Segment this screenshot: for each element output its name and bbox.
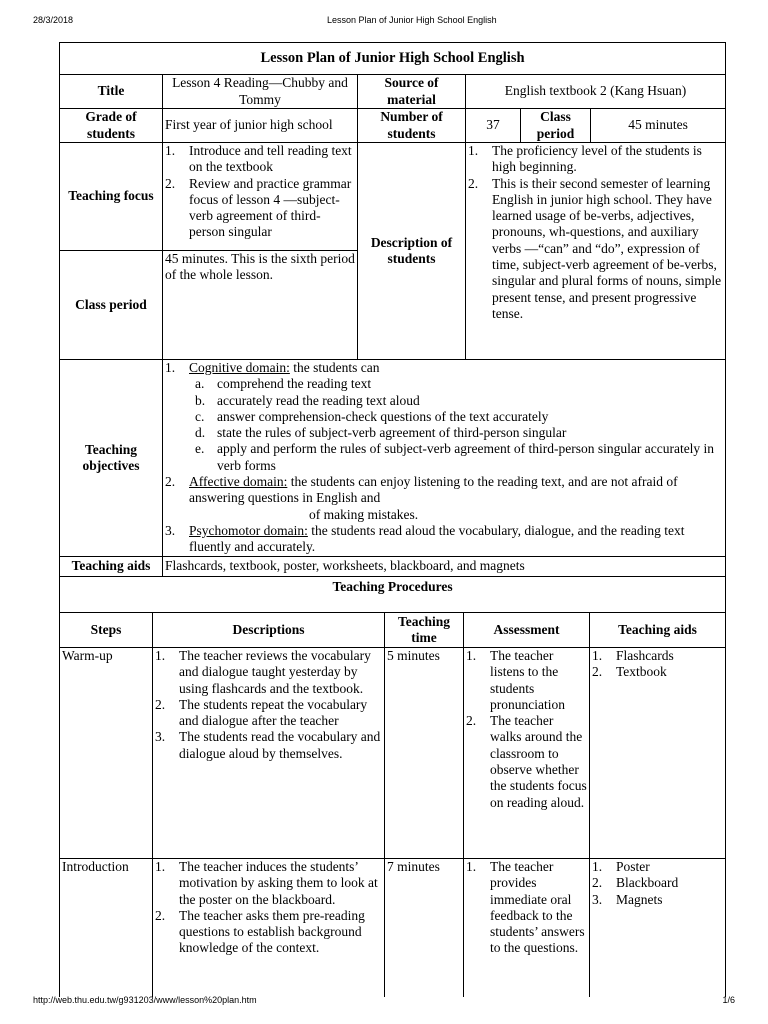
step-time: 7 minutes bbox=[385, 859, 464, 998]
list-item: c. answer comprehension-check questions of the text accurately bbox=[195, 408, 549, 424]
lesson-plan-table bbox=[59, 42, 726, 613]
title-value: Lesson 4 Reading—Chubby and Tommy bbox=[163, 75, 358, 109]
list-item: a. comprehend the reading text bbox=[195, 376, 372, 392]
list-item: 2. This is their second semester of learning English in junior high school. They have learned usage of be-verbs, adjectives, pronouns, wh-questions, and auxiliary verbs —“can” and “do”, expression of time, subject-verb agreement of be-verbs, singular and plural forms of nouns, simple present tense, and present progressive tense. bbox=[468, 175, 722, 321]
list-item: 2. Textbook bbox=[592, 664, 667, 680]
col-header-descriptions: Descriptions bbox=[153, 613, 385, 648]
list-item: 1. Poster bbox=[592, 859, 650, 874]
list-item: 1. Flashcards bbox=[592, 648, 674, 663]
col-header-teaching-time: Teaching time bbox=[385, 613, 464, 648]
teaching-focus-label: Teaching focus bbox=[60, 143, 163, 251]
class-period-text: 45 minutes. This is the sixth period of the whole lesson. bbox=[163, 251, 358, 360]
teaching-aids-label: Teaching aids bbox=[60, 557, 163, 577]
list-item: 1. The teacher provides immediate oral feedback to the students’ answers to the questions. bbox=[466, 859, 585, 956]
step-time: 5 minutes bbox=[385, 648, 464, 859]
browser-print-header bbox=[0, 15, 768, 31]
list-item: 2. The teacher walks around the classroom to observe whether the students focus on reading aloud. bbox=[466, 713, 587, 810]
step-assessment bbox=[464, 648, 590, 859]
print-page-number: 1/6 bbox=[722, 995, 735, 1005]
step-name: Warm-up bbox=[60, 648, 153, 859]
procedures-title: Teaching Procedures bbox=[60, 577, 726, 613]
list-item: 2. Review and practice grammar focus of lesson 4 —subject-verb agreement of third-person singular bbox=[165, 175, 352, 240]
list-item: 1. The teacher induces the students’ motivation by asking them to look at the poster on the blackboard. bbox=[155, 859, 378, 907]
table-row bbox=[60, 648, 726, 859]
grade-label: Grade of students bbox=[60, 109, 163, 143]
num-students-label: Number of students bbox=[358, 109, 466, 143]
class-period-label: Class period bbox=[521, 109, 591, 143]
print-url: http://web.thu.edu.tw/g931203/www/lesson%20plan.htm bbox=[33, 995, 257, 1005]
list-item: b. accurately read the reading text aloud bbox=[195, 392, 420, 408]
list-item: 1. Cognitive domain: the students can bbox=[165, 360, 380, 375]
source-value: English textbook 2 (Kang Hsuan) bbox=[466, 75, 726, 109]
list-item: 2. Blackboard bbox=[592, 875, 679, 891]
procedures-table bbox=[59, 612, 726, 997]
list-item: d. state the rules of subject-verb agreement of third-person singular bbox=[195, 425, 567, 441]
objectives-label: Teaching objectives bbox=[60, 360, 163, 557]
list-item: 1. The proficiency level of the students is high beginning. bbox=[468, 143, 702, 175]
print-title: Lesson Plan of Junior High School English bbox=[327, 15, 497, 25]
list-item: 3. Magnets bbox=[592, 891, 663, 907]
step-aids bbox=[590, 648, 726, 859]
title-label: Title bbox=[60, 75, 163, 109]
list-item: 1. The teacher reviews the vocabulary and dialogue taught yesterday by using flashcards and the textbook. bbox=[155, 648, 371, 696]
list-item: 3. The students read the vocabulary and dialogue aloud by themselves. bbox=[155, 729, 381, 761]
description-label: Description of students bbox=[358, 143, 466, 360]
class-period-value: 45 minutes bbox=[591, 109, 726, 143]
teaching-aids-value: Flashcards, textbook, poster, worksheets, blackboard, and magnets bbox=[163, 557, 726, 577]
col-header-teaching-aids: Teaching aids bbox=[590, 613, 726, 648]
num-students-value: 37 bbox=[466, 109, 521, 143]
list-item: 1. The teacher listens to the students pronunciation bbox=[466, 648, 565, 712]
print-date: 28/3/2018 bbox=[33, 15, 74, 25]
teaching-focus-list bbox=[163, 143, 358, 251]
table-row bbox=[60, 859, 726, 998]
step-name: Introduction bbox=[60, 859, 153, 998]
list-item: 1. Introduce and tell reading text on the textbook bbox=[165, 143, 352, 175]
description-list bbox=[466, 143, 726, 360]
list-item: 2. The teacher asks them pre-reading questions to establish background knowledge of the context. bbox=[155, 907, 365, 956]
class-period-row-label: Class period bbox=[60, 251, 163, 360]
objectives-list bbox=[163, 360, 726, 557]
list-item: 3. Psychomotor domain: the students read aloud the vocabulary, dialogue, and the reading text fluently and accurately. bbox=[165, 522, 685, 555]
list-item: e. apply and perform the rules of subject-verb agreement of third-person singular accurately in verb forms bbox=[195, 441, 715, 473]
step-assessment bbox=[464, 859, 590, 998]
doc-title: Lesson Plan of Junior High School English bbox=[60, 43, 726, 75]
step-descriptions bbox=[153, 859, 385, 998]
col-header-assessment: Assessment bbox=[464, 613, 590, 648]
list-item: 2. The students repeat the vocabulary and dialogue after the teacher bbox=[155, 696, 368, 729]
grade-value: First year of junior high school bbox=[163, 109, 358, 143]
step-aids bbox=[590, 859, 726, 998]
browser-print-footer bbox=[0, 995, 768, 1011]
list-item: 2. Affective domain: the students can enjoy listening to the reading text, and are not afraid of answering questions in English and of making mistakes. bbox=[165, 474, 678, 522]
step-descriptions bbox=[153, 648, 385, 859]
source-label: Source of material bbox=[358, 75, 466, 109]
col-header-steps: Steps bbox=[60, 613, 153, 648]
